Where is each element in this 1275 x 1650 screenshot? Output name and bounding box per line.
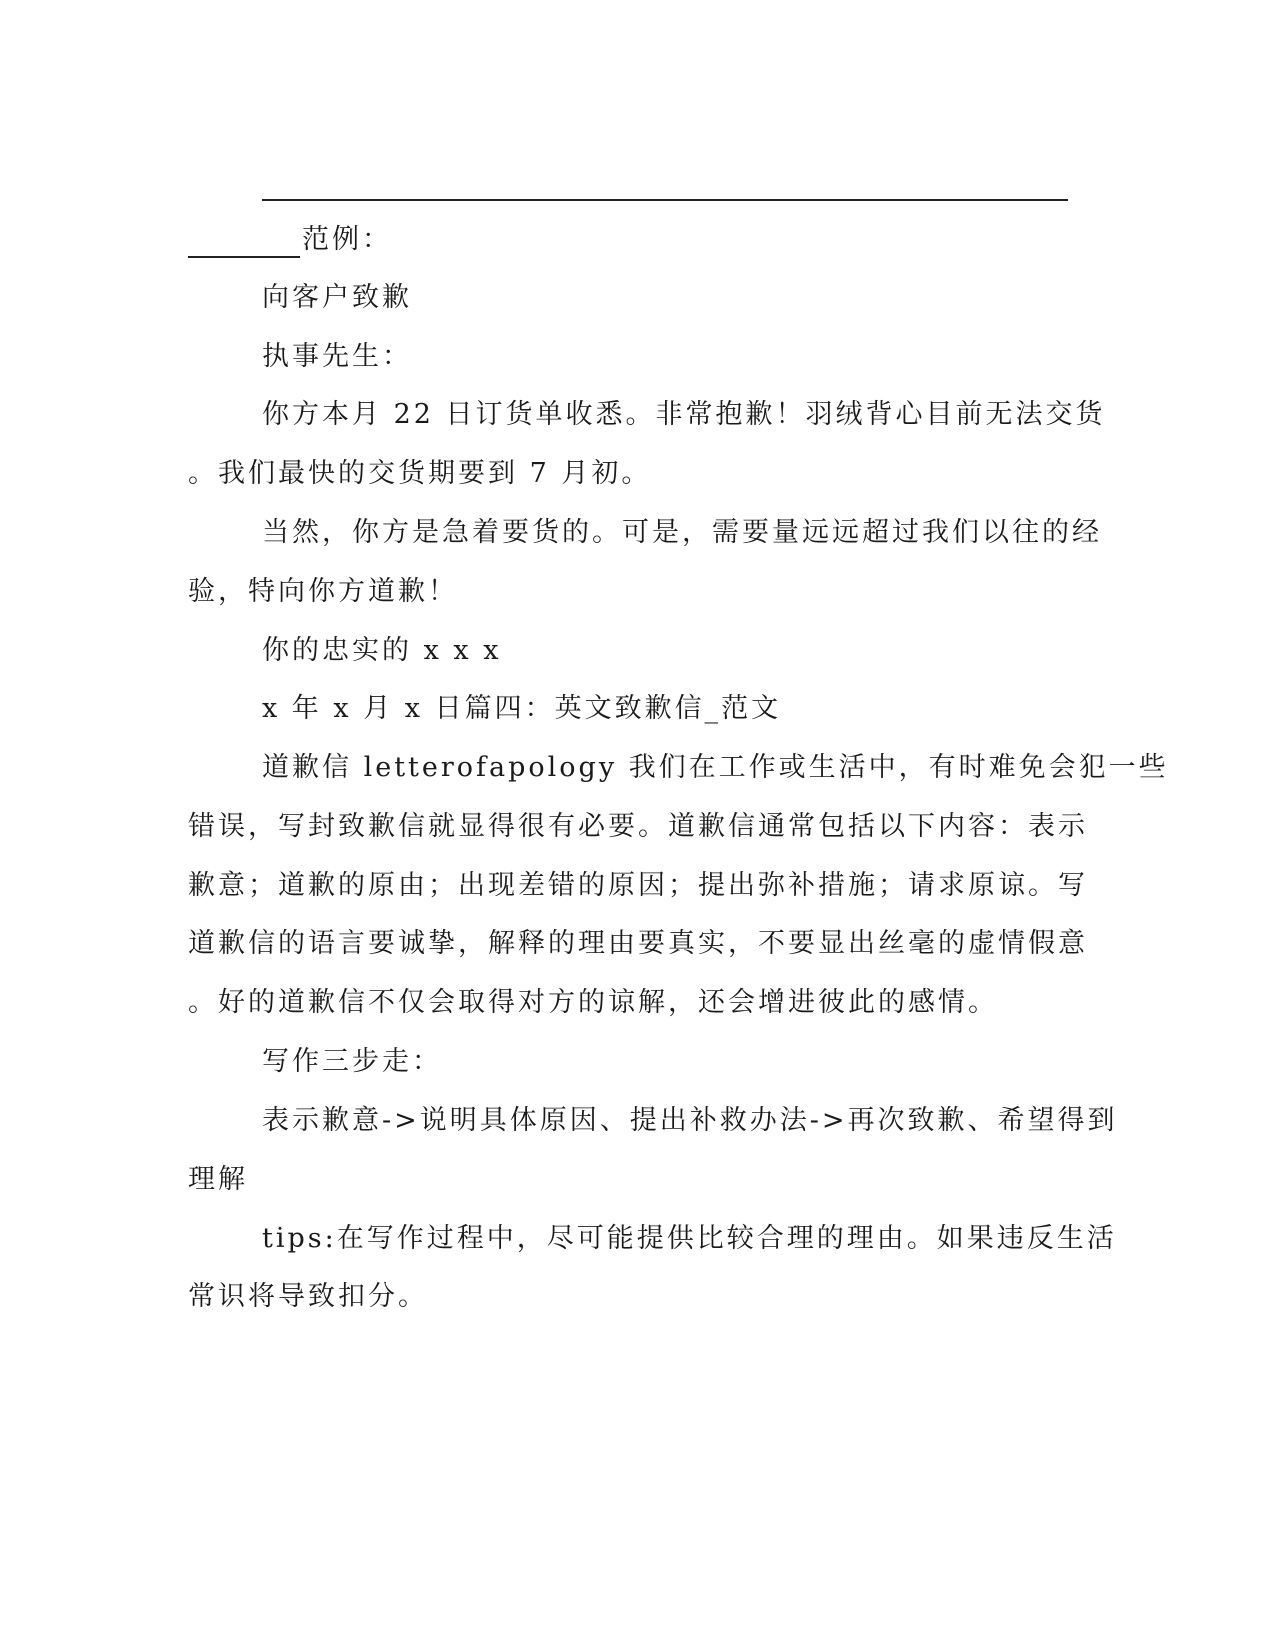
paragraph-line: 你方本月 22 日订货单收悉。非常抱歉！羽绒背心目前无法交货 <box>262 399 1106 430</box>
paragraph-line: 。我们最快的交货期要到 7 月初。 <box>188 458 652 489</box>
paragraph-line: 道歉信的语言要诚挚，解释的理由要真实，不要显出丝毫的虚情假意 <box>188 928 1088 959</box>
salutation: 执事先生： <box>262 341 412 372</box>
fill-in-blank <box>188 228 300 258</box>
steps-heading: 写作三步走： <box>262 1046 442 1077</box>
paragraph-line: 验，特向你方道歉！ <box>188 576 458 607</box>
closing: 你的忠实的 x x x <box>262 635 502 666</box>
paragraph-line: 道歉信 letterofapology 我们在工作或生活中，有时难免会犯一些 <box>262 752 1169 783</box>
paragraph-line: 理解 <box>188 1164 248 1195</box>
top-rule <box>262 199 1068 201</box>
paragraph-line: 。好的道歉信不仅会取得对方的谅解，还会增进彼此的感情。 <box>188 987 998 1018</box>
date-line: x 年 x 月 x 日篇四：英文致歉信_范文 <box>262 693 782 724</box>
paragraph-line: 错误，写封致歉信就显得很有必要。道歉信通常包括以下内容：表示 <box>188 811 1088 842</box>
heading-suffix: 范例： <box>302 224 392 255</box>
paragraph-line: 常识将导致扣分。 <box>188 1281 428 1312</box>
letter-title: 向客户致歉 <box>262 282 412 313</box>
heading-line <box>188 222 1068 258</box>
paragraph-line: 当然，你方是急着要货的。可是，需要量远远超过我们以往的经 <box>262 517 1102 548</box>
paragraph-line: tips:在写作过程中，尽可能提供比较合理的理由。如果违反生活 <box>262 1223 1117 1254</box>
paragraph-line: 表示歉意->说明具体原因、提出补救办法->再次致歉、希望得到 <box>262 1105 1118 1136</box>
paragraph-line: 歉意；道歉的原由；出现差错的原因；提出弥补措施；请求原谅。写 <box>188 870 1088 901</box>
